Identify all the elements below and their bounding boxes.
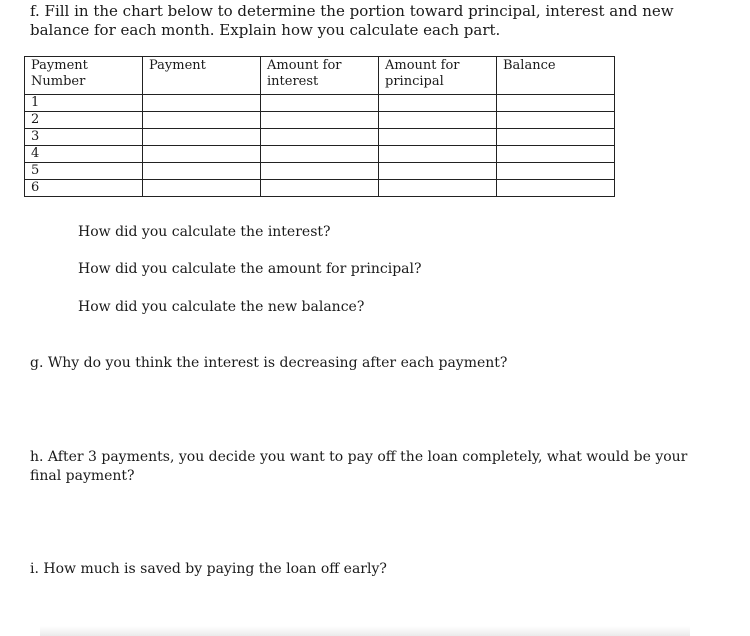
table-row <box>25 95 615 112</box>
question-g: g. Why do you think the interest is decreasing after each payment? <box>30 355 508 371</box>
balance-cell[interactable] <box>497 180 615 197</box>
header-payment-number: Payment Number <box>25 57 143 95</box>
principal-cell[interactable] <box>379 163 497 180</box>
header-amount-principal: Amount for principal <box>379 57 497 95</box>
row-number-cell: 3 <box>25 129 143 146</box>
payment-cell[interactable] <box>143 163 261 180</box>
row-number-cell: 1 <box>25 95 143 112</box>
question-f: f. Fill in the chart below to determine the portion toward principal, interest and new balance for each month. Explain how you calculate each part. <box>30 2 674 39</box>
principal-cell[interactable] <box>379 129 497 146</box>
payment-cell[interactable] <box>143 95 261 112</box>
principal-cell[interactable] <box>379 112 497 129</box>
row-number-cell: 6 <box>25 180 143 197</box>
payment-cell[interactable] <box>143 129 261 146</box>
balance-cell[interactable] <box>497 112 615 129</box>
table-row <box>25 163 615 180</box>
balance-cell[interactable] <box>497 146 615 163</box>
question-h: h. After 3 payments, you decide you want to pay off the loan completely, what would be your final payment? <box>30 449 688 484</box>
balance-cell[interactable] <box>497 163 615 180</box>
row-number-cell: 5 <box>25 163 143 180</box>
table-row <box>25 129 615 146</box>
sub-question-principal: How did you calculate the amount for principal? <box>78 261 422 277</box>
header-amount-interest: Amount for interest <box>261 57 379 95</box>
payment-cell[interactable] <box>143 146 261 163</box>
sub-question-interest: How did you calculate the interest? <box>78 224 331 240</box>
principal-cell[interactable] <box>379 146 497 163</box>
interest-cell[interactable] <box>261 163 379 180</box>
balance-cell[interactable] <box>497 129 615 146</box>
header-payment: Payment <box>143 57 261 95</box>
payment-cell[interactable] <box>143 180 261 197</box>
interest-cell[interactable] <box>261 180 379 197</box>
question-i: i. How much is saved by paying the loan off early? <box>30 561 387 577</box>
row-number-cell: 2 <box>25 112 143 129</box>
loan-amortization-table <box>24 56 615 197</box>
table-row <box>25 146 615 163</box>
page-bottom-shadow <box>40 626 690 636</box>
table-row <box>25 112 615 129</box>
row-number-cell: 4 <box>25 146 143 163</box>
principal-cell[interactable] <box>379 95 497 112</box>
payment-cell[interactable] <box>143 112 261 129</box>
interest-cell[interactable] <box>261 112 379 129</box>
balance-cell[interactable] <box>497 95 615 112</box>
header-balance: Balance <box>497 57 615 95</box>
interest-cell[interactable] <box>261 146 379 163</box>
interest-cell[interactable] <box>261 95 379 112</box>
sub-question-balance: How did you calculate the new balance? <box>78 299 365 315</box>
table-header-row <box>25 57 615 95</box>
principal-cell[interactable] <box>379 180 497 197</box>
table-row <box>25 180 615 197</box>
interest-cell[interactable] <box>261 129 379 146</box>
